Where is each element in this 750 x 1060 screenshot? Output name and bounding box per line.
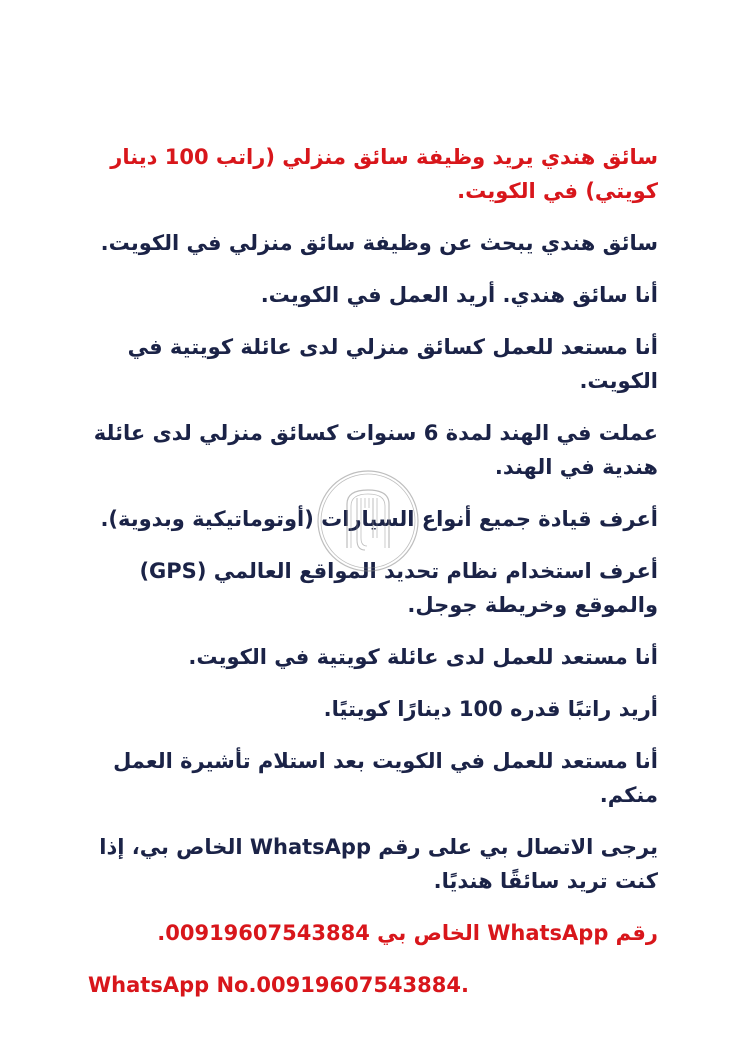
paragraph-seeking-job: سائق هندي يبحث عن وظيفة سائق منزلي في الكويت.	[100, 231, 658, 255]
headline-paragraph: سائق هندي يريد وظيفة سائق منزلي (راتب 100 دينار كويتي) في الكويت.	[110, 145, 658, 203]
paragraph-ready-family: أنا مستعد للعمل كسائق منزلي لدى عائلة كويتية في الكويت.	[127, 335, 658, 393]
paragraph-gps: أعرف استخدام نظام تحديد المواقع العالمي (GPS) والموقع وخريطة جوجل.	[139, 559, 658, 617]
whatsapp-number-english: WhatsApp No.00919607543884.	[88, 973, 469, 997]
paragraph-whatsapp-arabic: رقم WhatsApp الخاص بي 00919607543884.	[157, 921, 658, 945]
document-body	[88, 140, 658, 1002]
paragraph-experience: عملت في الهند لمدة 6 سنوات كسائق منزلي لدى عائلة هندية في الهند.	[93, 421, 658, 479]
paragraph-salary: أريد راتبًا قدره 100 دينارًا كويتيًا.	[323, 697, 658, 721]
paragraph-ready-kuwaiti-family: أنا مستعد للعمل لدى عائلة كويتية في الكويت.	[188, 645, 658, 669]
paragraph-car-types: أعرف قيادة جميع أنواع السيارات (أوتوماتيكية وبدوية).	[100, 507, 658, 531]
paragraph-contact: يرجى الاتصال بي على رقم WhatsApp الخاص بي، إذا كنت تريد سائقًا هنديًا.	[99, 835, 658, 893]
paragraph-want-work: أنا سائق هندي. أريد العمل في الكويت.	[260, 283, 658, 307]
paragraph-visa: أنا مستعد للعمل في الكويت بعد استلام تأشيرة العمل منكم.	[113, 749, 658, 807]
